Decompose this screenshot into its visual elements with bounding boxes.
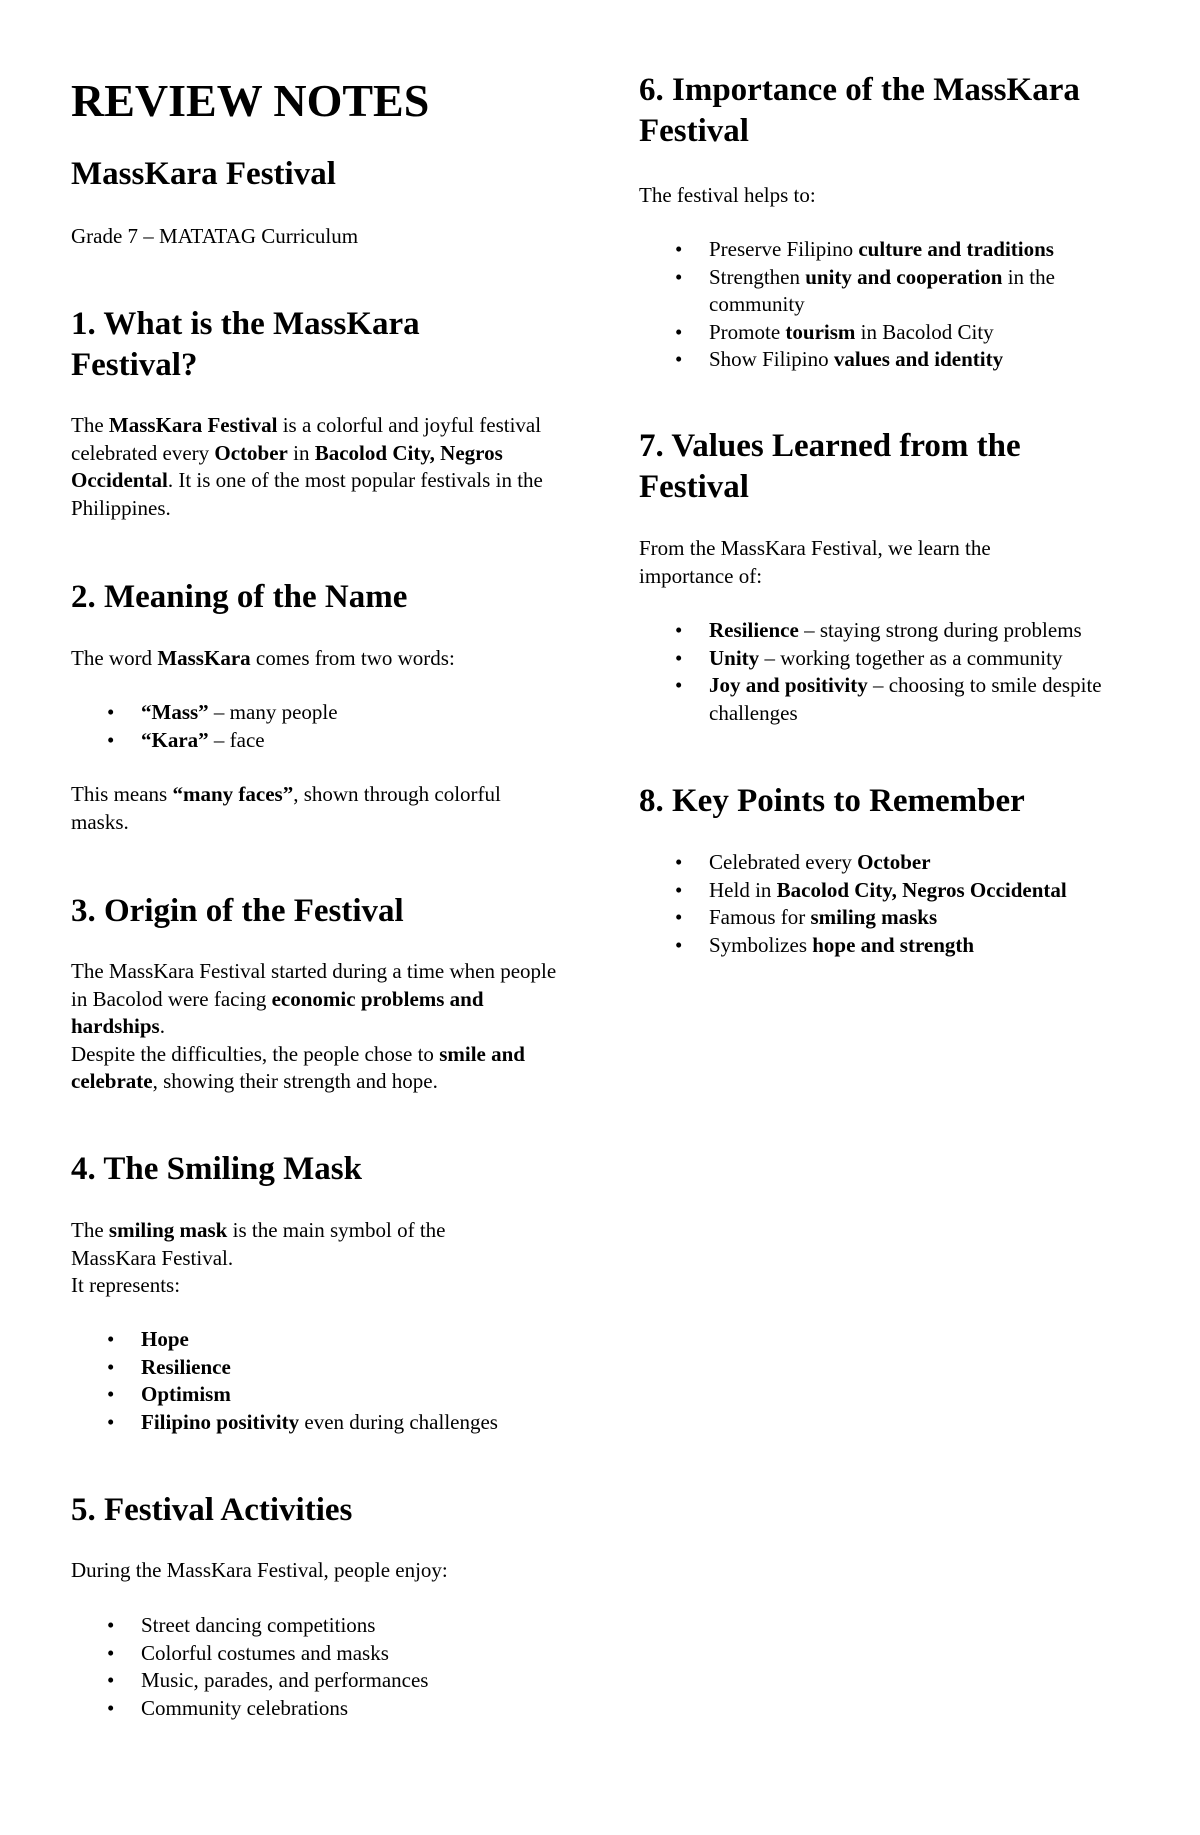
text-run: Music, parades, and performances [141,1668,429,1692]
list-item-text [709,673,1102,725]
bold-text: Joy and positivity [709,673,868,697]
bullet-icon: • [107,1327,115,1351]
section-2-heading: 2. Meaning of the Name [71,579,408,615]
text-run: – working together as a community [759,645,1063,670]
bold-text: “Mass” [141,700,209,724]
bold-text: Unity [709,645,760,670]
bullet-icon: • [675,264,683,289]
list-item-text [141,1696,348,1720]
bold-text: MassKara [157,646,251,670]
list-item [71,1695,561,1723]
text-run: . [159,1014,165,1038]
bullet-icon: • [675,237,683,261]
text-run: is a colorful and joyful festival celebrated every [71,413,542,465]
text-run: – many people [208,700,338,724]
text-run: Community celebrations [141,1695,349,1720]
text-run: The MassKara Festival started during a time when people in Bacolod were facing [71,959,557,1011]
list-item-text [141,1355,231,1379]
text-run: Held in [709,877,777,902]
bullet-icon: • [107,700,115,724]
text-run: Show Filipino [709,347,834,371]
list-item [71,1354,561,1382]
bold-text: economic problems and hardships [71,986,484,1038]
bold-text: Filipino positivity [141,1409,300,1434]
section-8-heading: 8. Key Points to Remember [639,783,1025,819]
text-run: Promote [709,319,786,344]
section-2-list [71,699,561,754]
bullet-icon: • [675,319,683,344]
bold-text: Resilience [141,1354,231,1379]
list-item-text [709,878,1067,902]
text-run: . It is one of the most popular festivals in the Philippines. [71,468,543,520]
bullet-icon: • [107,1409,115,1434]
bold-text: “many faces” [172,782,294,806]
bold-text: Hope [141,1327,189,1351]
bold-text: “Kara” [141,727,209,752]
list-item-text [709,347,1003,371]
list-item-text [141,1641,389,1665]
bullet-icon: • [107,1695,115,1720]
bullet-icon: • [107,1382,115,1406]
text-run: Street dancing competitions [141,1613,376,1637]
list-item-text [709,265,1055,317]
list-item [71,1640,561,1668]
section-5-intro [71,1557,551,1585]
section-4-body [71,1217,531,1300]
text-run: The festival helps to: [639,183,816,207]
list-item-text [709,646,1062,670]
text-run: This means [71,782,173,806]
section-4-list [71,1326,561,1436]
text-run: , showing their strength and hope. [152,1069,438,1093]
list-item [639,932,1139,960]
list-item [639,236,1139,264]
bullet-icon: • [107,1668,115,1692]
bullet-icon: • [675,673,683,697]
text-run: Symbolizes [709,932,813,957]
list-item [71,1612,561,1640]
text-run: is the main symbol of the MassKara Festival. [71,1218,446,1270]
section-5-heading: 5. Festival Activities [71,1492,353,1528]
text-run: – choosing to smile despite challenges [709,673,1102,725]
section-4-line-1 [71,1217,531,1272]
section-1-paragraph [71,412,551,522]
text-run: even during challenges [299,1409,498,1434]
text-run: Preserve Filipino [709,237,859,261]
bold-text: smiling mask [108,1218,228,1242]
list-item-text [709,905,937,929]
text-run: in [287,440,315,465]
list-item-text [141,728,265,752]
bullet-icon: • [675,850,683,874]
text-run: It represents: [71,1273,181,1297]
bold-text: October [214,440,288,465]
list-item [639,849,1139,877]
grade-label: Grade 7 – MATATAG Curriculum [71,224,359,248]
list-item [639,617,1139,645]
text-run: comes from two words: [250,646,455,670]
list-item-text [709,933,974,957]
section-5-list [71,1612,561,1722]
list-item [71,1381,561,1409]
bold-text: tourism [785,319,856,344]
text-run: Colorful costumes and masks [141,1640,389,1665]
list-item [639,672,1139,727]
section-3-line-2 [71,1041,561,1096]
bold-text: MassKara Festival [108,413,278,437]
text-run: Famous for [709,905,811,929]
list-item [639,346,1139,374]
section-8-list [639,849,1139,959]
list-item [71,1409,561,1437]
section-7-intro [639,535,1059,590]
section-4-heading: 4. The Smiling Mask [71,1151,362,1187]
list-item [639,645,1139,673]
bullet-icon: • [107,1640,115,1665]
text-run: – staying strong during problems [798,618,1082,642]
bullet-icon: • [675,905,683,929]
list-item [71,727,561,755]
list-item-text [141,1613,375,1637]
list-item-text [141,1410,498,1434]
bullet-icon: • [107,727,115,752]
list-item [71,1326,561,1354]
text-run: , shown through colorful masks. [71,782,501,834]
list-item-text [141,1382,231,1406]
list-item [71,699,561,727]
section-1-heading: 1. What is the MassKara Festival? [71,306,420,383]
text-run: The word [71,646,158,670]
text-run: Despite the difficulties, the people chose to [71,1041,440,1066]
section-3-heading: 3. Origin of the Festival [71,893,404,929]
list-item-text [709,237,1054,261]
list-item-text [141,1327,189,1351]
section-7-heading: 7. Values Learned from the Festival [639,428,1021,505]
text-run: The [71,1218,109,1242]
text-run: – face [208,727,265,752]
section-6-intro [639,182,1119,210]
text-run: The [71,413,109,437]
section-4-line-2 [71,1272,531,1300]
bullet-icon: • [675,347,683,371]
list-item [639,264,1139,319]
section-3-body [71,958,561,1096]
bold-text: Bacolod City, Negros Occidental [71,440,503,492]
document-subtitle: MassKara Festival [71,156,336,192]
section-2-intro [71,645,551,673]
section-3-line-1 [71,958,561,1041]
bold-text: hope and strength [812,932,975,957]
bold-text: Optimism [141,1382,231,1406]
text-run: Celebrated every [709,850,858,874]
text-run: in Bacolod City [855,319,994,344]
text-run: in the community [709,264,1055,316]
bold-text: Resilience [709,618,799,642]
bullet-icon: • [675,932,683,957]
list-item [71,1667,561,1695]
bullet-icon: • [675,645,683,670]
bold-text: culture and traditions [858,237,1054,261]
section-7-list [639,617,1139,727]
bold-text: Bacolod City, Negros Occidental [776,877,1067,902]
text-run: During the MassKara Festival, people enjoy: [71,1558,448,1582]
list-item-text [141,700,338,724]
bullet-icon: • [675,618,683,642]
text-run: From the MassKara Festival, we learn the importance of: [639,536,991,588]
list-item-text [141,1668,428,1692]
bold-text: unity and cooperation [805,264,1003,289]
list-item-text [709,320,994,344]
list-item-text [709,850,931,874]
list-item-text [709,618,1082,642]
list-item [639,319,1139,347]
bullet-icon: • [675,877,683,902]
bullet-icon: • [107,1354,115,1379]
list-item [639,877,1139,905]
page-title: REVIEW NOTES [71,75,430,126]
section-6-list [639,236,1139,374]
bullet-icon: • [107,1613,115,1637]
section-2-outro [71,781,551,836]
bold-text: smiling masks [810,905,938,929]
text-run: Strengthen [709,264,806,289]
list-item [639,904,1139,932]
bold-text: October [857,850,931,874]
bold-text: values and identity [833,347,1004,371]
bold-text: smile and celebrate [71,1041,525,1093]
section-6-heading: 6. Importance of the MassKara Festival [639,72,1080,149]
